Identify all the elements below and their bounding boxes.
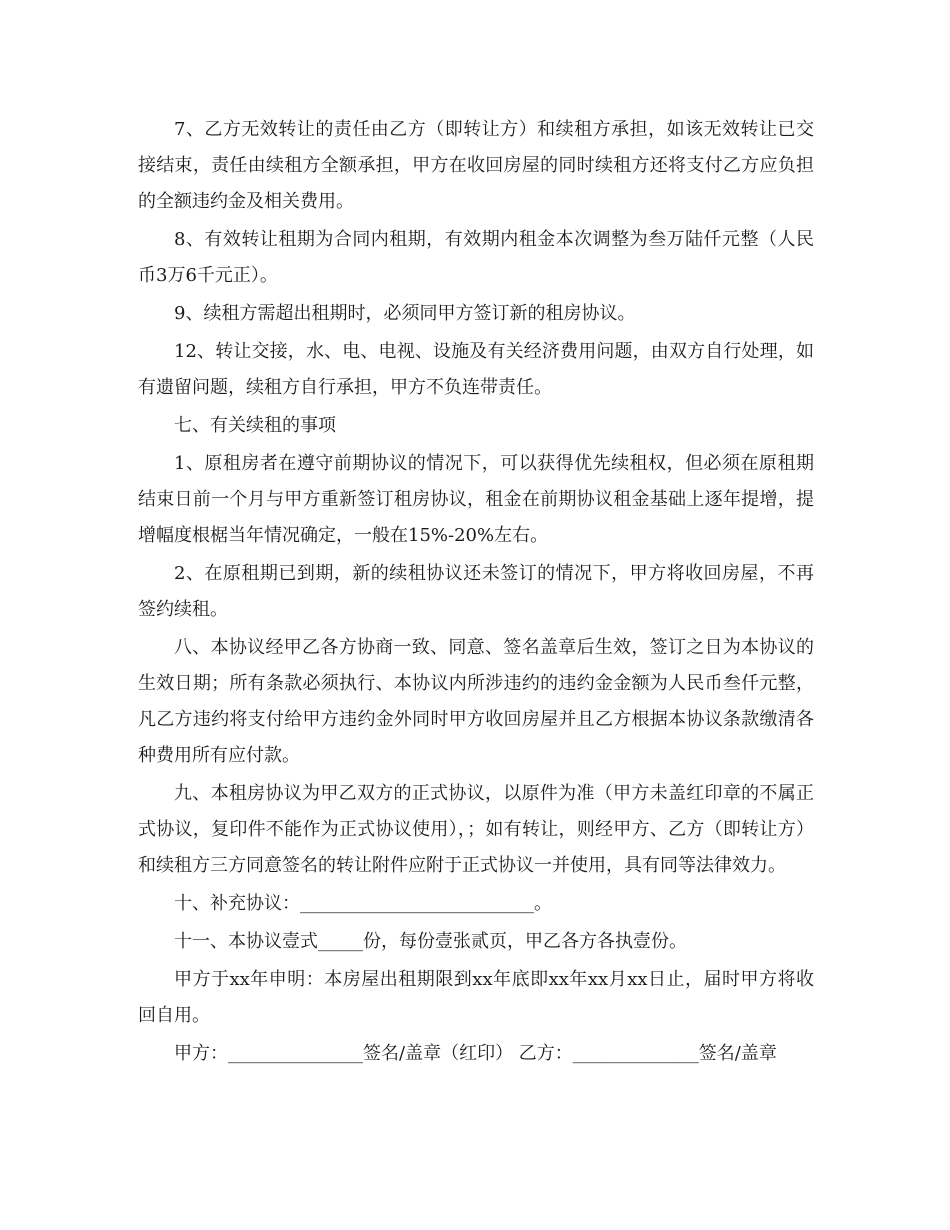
- document-page: [138, 112, 814, 1074]
- renewal-clause-1: 1、原租房者在遵守前期协议的情况下，可以获得优先续租权，但必须在原租期结束日前一个月与甲方重新签订租房协议，租金在前期协议租金基础上逐年提增，提增幅度根椐当年情况确定，一般在15%-20%左右。: [138, 453, 814, 546]
- section-11-copies: 十一、本协议壹式_____份，每份壹张贰页，甲乙各方各执壹份。: [174, 931, 687, 952]
- section-8: 八、本协议经甲乙各方协商一致、同意、签名盖章后生效，签订之日为本协议的生效日期；所有条款必须执行、本协议内所涉违约的违约金金额为人民币叁仟元整，凡乙方违约将支付给甲方违约金外同时甲方收回房屋并且乙方根据本协议条款缴清各种费用所有应付款。: [138, 637, 814, 766]
- signature-line: 甲方：_______________签名/盖章（红印） 乙方：______________签名/盖章: [174, 1043, 777, 1064]
- party-a-statement: 甲方于xx年申明：本房屋出租期限到xx年底即xx年xx月xx日止，届时甲方将收回自用。: [138, 969, 814, 1026]
- clause-12: 12、转让交接，水、电、电视、设施及有关经济费用问题，由双方自行处理，如有遗留问题，续租方自行承担，甲方不负连带责任。: [138, 341, 814, 398]
- section-10-supplement: 十、补充协议：__________________________。: [174, 893, 552, 914]
- clause-8: 8、有效转让租期为合同内租期，有效期内租金本次调整为叁万陆仟元整（人民币3万6千元正）。: [138, 229, 814, 286]
- clause-7: 7、乙方无效转让的责任由乙方（即转让方）和续租方承担，如该无效转让已交接结束，责任由续租方全额承担，甲方在收回房屋的同时续租方还将支付乙方应负担的全额违约金及相关费用。: [138, 119, 814, 212]
- clause-9: 9、续租方需超出租期时，必须同甲方签订新的租房协议。: [174, 303, 636, 324]
- section-9: 九、本租房协议为甲乙双方的正式协议，以原件为准（甲方未盖红印章的不属正式协议，复印件不能作为正式协议使用），；如有转让，则经甲方、乙方（即转让方）和续租方三方同意签名的转让附件应附于正式协议一并使用，具有同等法律效力。: [138, 783, 814, 876]
- renewal-clause-2: 2、在原租期已到期，新的续租协议还未签订的情况下，甲方将收回房屋，不再签约续租。: [138, 563, 814, 620]
- section-7-heading: 七、有关续租的事项: [174, 415, 336, 436]
